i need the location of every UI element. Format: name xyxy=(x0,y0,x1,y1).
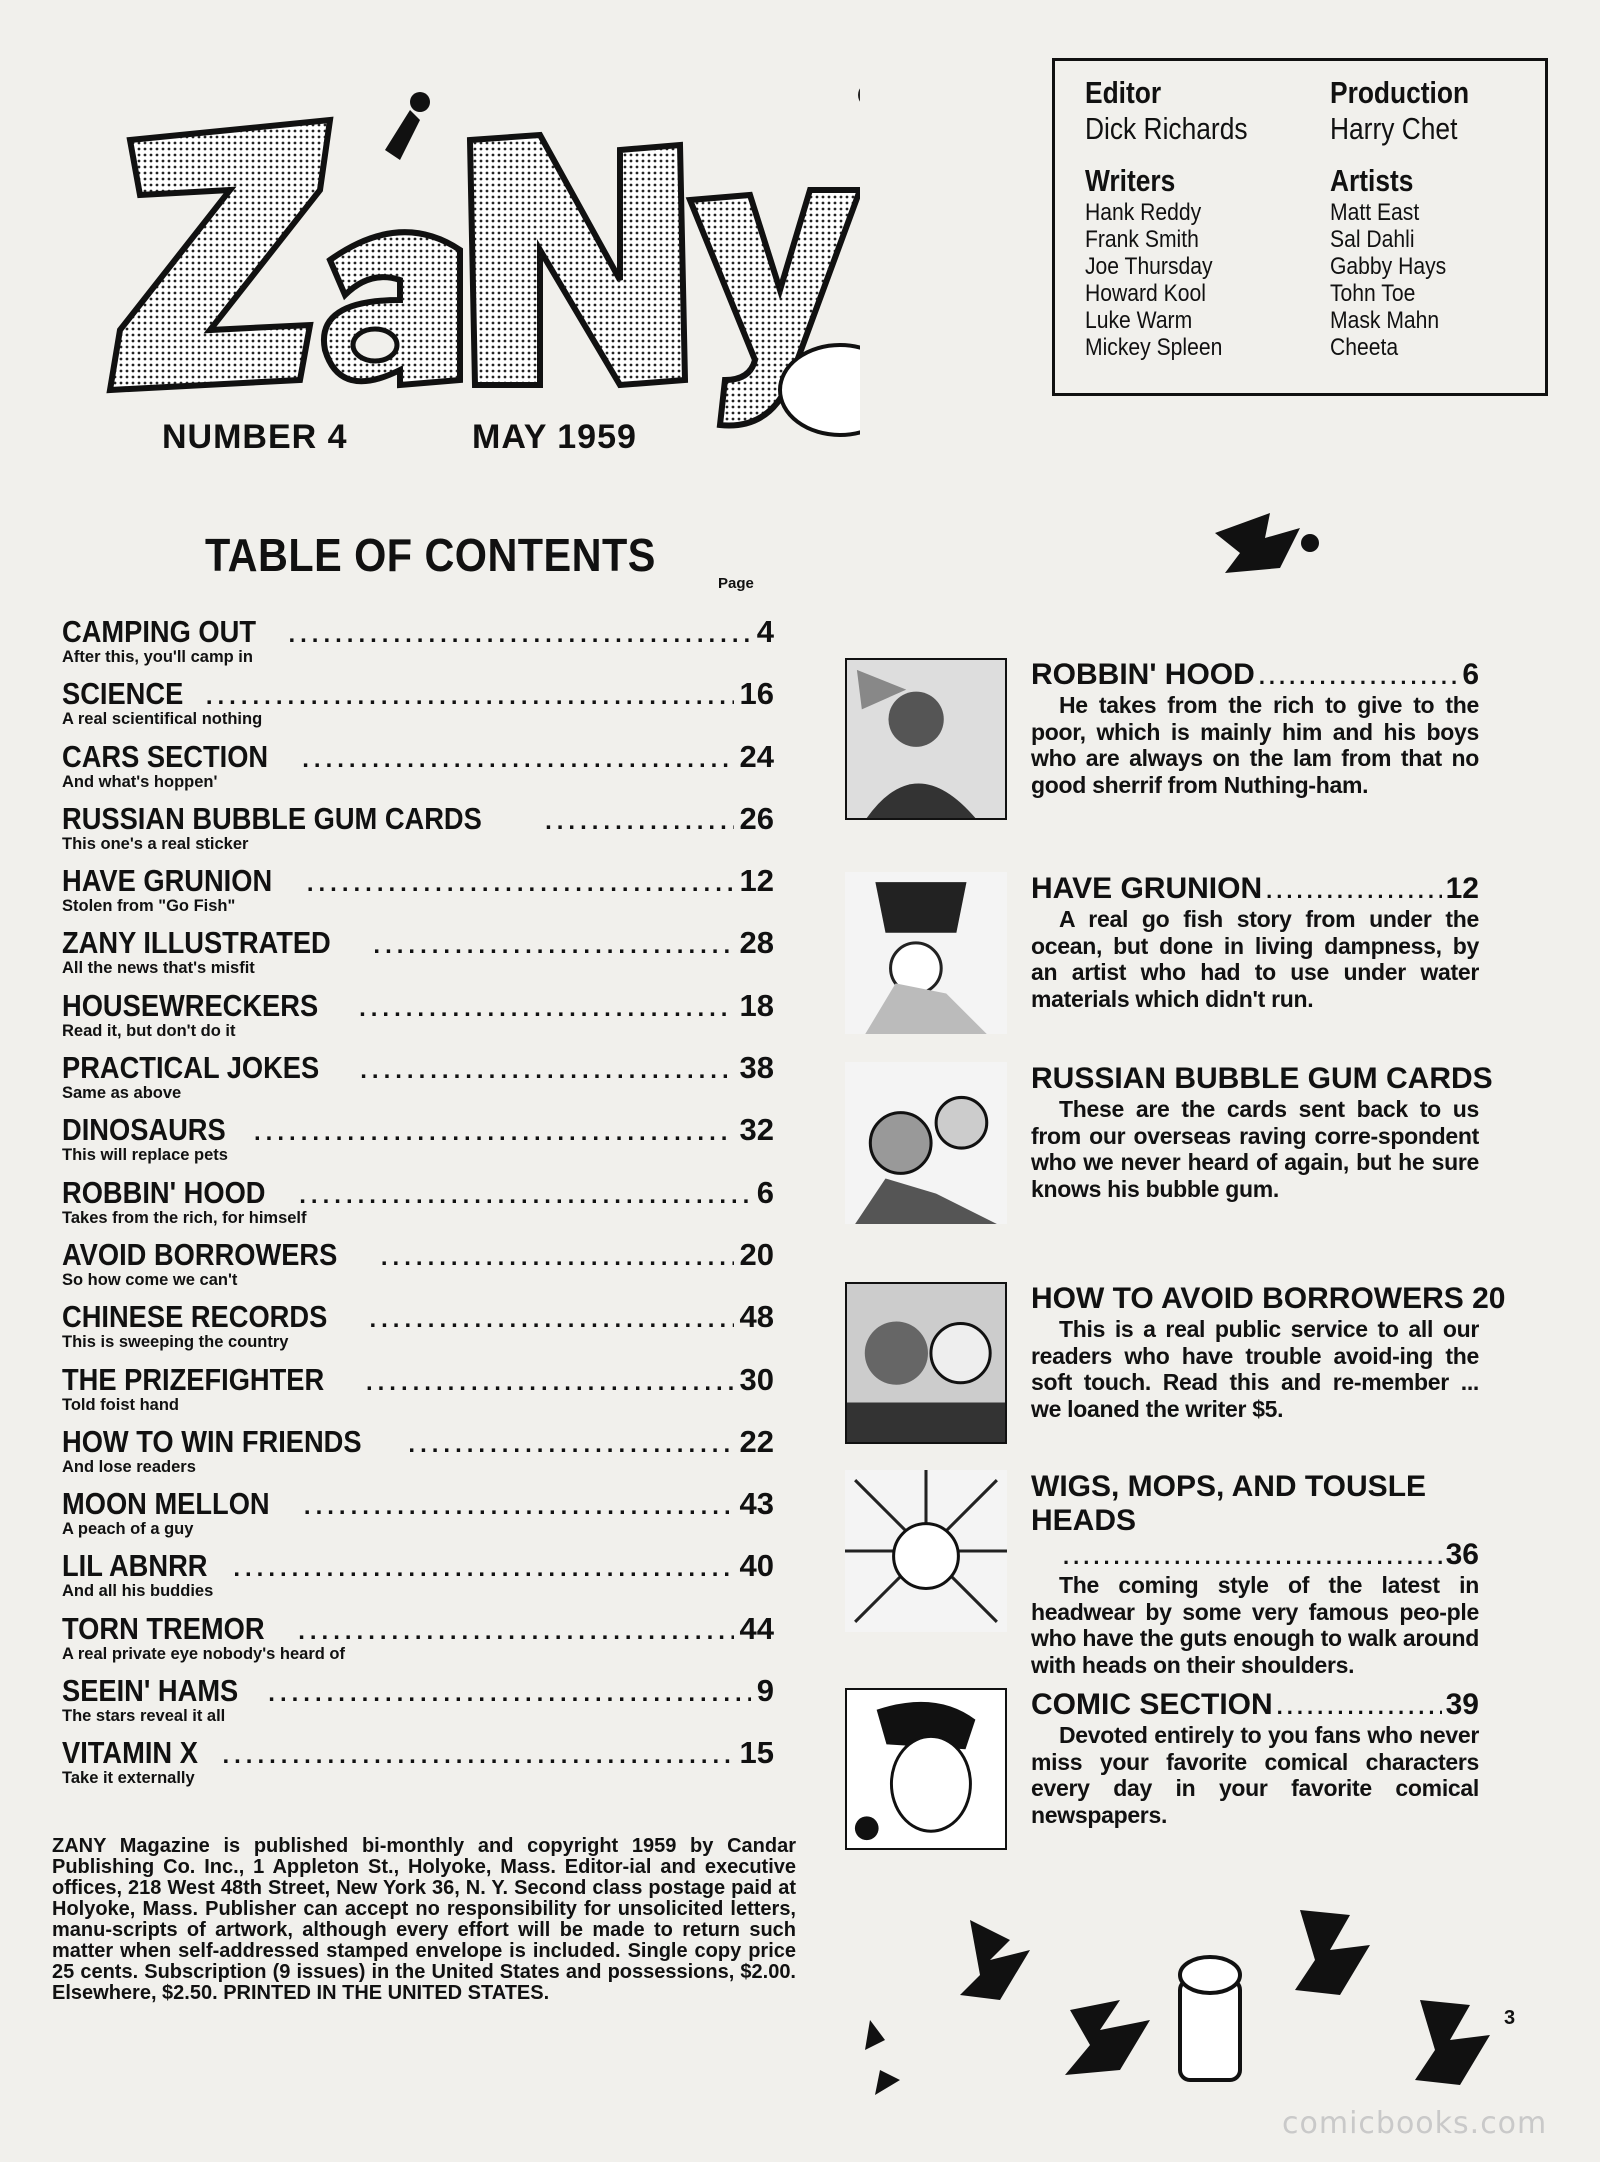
toc-entry-title: CARS SECTION xyxy=(62,738,269,774)
toc-leader-dots xyxy=(360,1057,733,1085)
toc-entry[interactable] xyxy=(62,614,774,676)
writer-name: Joe Thursday xyxy=(1085,253,1213,280)
credits-right-column xyxy=(1330,75,1560,361)
feature-description: This is a real public service to all our readers who have trouble avoid-ing the soft touch. Read this and re-member ... we loaned the writer $5. xyxy=(1031,1316,1479,1422)
production-heading: Production xyxy=(1330,75,1470,110)
toc-entry[interactable] xyxy=(62,1424,774,1486)
feature-description: He takes from the rich to give to the poor, which is mainly him and his boys who are always on the lam from that no good sherrif from Nuthing-ham. xyxy=(1031,692,1479,798)
artist-name: Mask Mahn xyxy=(1330,307,1440,334)
writer-name: Hank Reddy xyxy=(1085,199,1202,226)
toc-entry-title: AVOID BORROWERS xyxy=(62,1236,338,1272)
zany-z-ornament-icon xyxy=(1210,508,1330,578)
production-name: Harry Chet xyxy=(1330,111,1458,146)
toc-entry-page: 32 xyxy=(739,1112,774,1148)
toc-entry-subtitle: The stars reveal it all xyxy=(62,1707,226,1726)
toc-entry-title: VITAMIN X xyxy=(62,1735,198,1771)
publication-notice: ZANY Magazine is published bi-monthly and copyright 1959 by Candar Publishing Co. Inc., 1 Appleton St., Holyoke, Mass. Editor-ial and executive offices, 218 West 48th Street, New York 36, N. Y. Second class postage paid at Holyoke, Mass. Publisher can accept no responsibility for unsolicited letters, manu-scripts of artwork, although every effort will be made to return such matter when self-addressed stamped envelope is included. Single copy price 25 cents. Subscription (9 issues) in the United States and possessions, $2.00. Elsewhere, $2.50. PRINTED IN THE UNITED STATES. xyxy=(52,1835,796,2004)
toc-leader-dots xyxy=(206,683,734,711)
toc-entry[interactable] xyxy=(62,1050,774,1112)
toc-entry-subtitle: This will replace pets xyxy=(62,1146,228,1165)
toc-entry-title: ZANY ILLUSTRATED xyxy=(62,925,331,961)
page-number: 3 xyxy=(1504,2007,1516,2029)
toc-entry-subtitle: And what's hoppen' xyxy=(62,772,218,791)
toc-entry-subtitle: Told foist hand xyxy=(62,1395,180,1414)
toc-leader-dots xyxy=(233,1555,733,1583)
credits-box xyxy=(1052,58,1548,396)
editor-name: Dick Richards xyxy=(1085,111,1248,146)
feature-robbin-hood[interactable] xyxy=(845,658,1485,828)
feature-how-to-avoid-borrowers[interactable] xyxy=(845,1282,1506,1452)
toc-leader-dots xyxy=(222,1742,733,1770)
toc-entry-subtitle: This one's a real sticker xyxy=(62,834,249,853)
toc-entry[interactable] xyxy=(62,925,774,987)
feature-page: 39 xyxy=(1445,1688,1479,1721)
feature-page: 6 xyxy=(1462,658,1479,691)
toc-leader-dots xyxy=(366,1369,734,1397)
toc-leader-dots xyxy=(307,870,734,898)
toc-entry[interactable] xyxy=(62,1237,774,1299)
toc-entry-title: HOUSEWRECKERS xyxy=(62,987,319,1023)
toc-entry-page: 22 xyxy=(739,1423,774,1459)
toc-entry[interactable] xyxy=(62,1548,774,1610)
feature-title: RUSSIAN BUBBLE GUM CARDS xyxy=(1031,1062,1493,1095)
zany-logo-art xyxy=(100,80,860,440)
toc-entry-subtitle: Read it, but don't do it xyxy=(62,1021,236,1040)
feature-description: Devoted entirely to you fans who never miss your favorite comical characters every day in your favorite comical newspapers. xyxy=(1031,1722,1479,1828)
toc-entry-title: DINOSAURS xyxy=(62,1112,226,1148)
toc-entry-title: HOW TO WIN FRIENDS xyxy=(62,1423,362,1459)
toc-entry-title: THE PRIZEFIGHTER xyxy=(62,1361,325,1397)
credits-left-column xyxy=(1085,75,1315,361)
toc-entry-page: 9 xyxy=(756,1673,774,1709)
toc-leader-dots xyxy=(373,932,733,960)
toc-entry-page: 44 xyxy=(739,1610,774,1646)
toc-entry-subtitle: Same as above xyxy=(62,1084,182,1103)
toc-entry-page: 48 xyxy=(739,1299,774,1335)
toc-entry-title: HAVE GRUNION xyxy=(62,863,273,899)
feature-comic-section[interactable] xyxy=(845,1688,1485,1858)
toc-entry[interactable] xyxy=(62,1611,774,1673)
toc-entry[interactable] xyxy=(62,801,774,863)
toc-entry[interactable] xyxy=(62,1175,774,1237)
feature-wigs-mops-tousle-heads[interactable] xyxy=(845,1470,1485,1678)
decorative-z-doodles-icon xyxy=(850,1900,1510,2100)
toc-leader-dots xyxy=(381,1244,734,1272)
toc-entry-subtitle: Stolen from "Go Fish" xyxy=(62,897,236,916)
toc-entry-page: 24 xyxy=(739,738,774,774)
toc-entry-page: 20 xyxy=(739,1236,774,1272)
toc-entry[interactable] xyxy=(62,676,774,738)
writers-list xyxy=(1085,199,1315,361)
toc-entry-page: 30 xyxy=(739,1361,774,1397)
toc-leader-dots xyxy=(288,621,750,649)
feature-title: WIGS, MOPS, AND TOUSLE HEADS xyxy=(1031,1470,1427,1537)
toc-leader-dots xyxy=(254,1119,734,1147)
watermark: comicbooks.com xyxy=(1282,2106,1548,2141)
toc-entry-subtitle: A peach of a guy xyxy=(62,1520,194,1539)
toc-entry-title: SCIENCE xyxy=(62,676,184,712)
artist-name: Sal Dahli xyxy=(1330,226,1415,253)
feature-page: 12 xyxy=(1445,872,1479,905)
feature-description: These are the cards sent back to us from our overseas raving corre-spondent who we never heard of again, but he sure knows his bubble gum. xyxy=(1031,1096,1479,1202)
feature-title: COMIC SECTION xyxy=(1031,1688,1273,1721)
zany-logo xyxy=(100,80,860,440)
toc-entry[interactable] xyxy=(62,1112,774,1174)
artist-name: Gabby Hays xyxy=(1330,253,1447,280)
feature-thumbnail xyxy=(845,1282,1007,1444)
toc-leader-dots xyxy=(369,1306,733,1334)
toc-entry[interactable] xyxy=(62,1299,774,1361)
feature-thumbnail xyxy=(845,872,1007,1034)
toc-entry-title: LIL ABNRR xyxy=(62,1548,208,1584)
feature-thumbnail xyxy=(845,1062,1007,1224)
toc-entry-title: SEEIN' HAMS xyxy=(62,1673,239,1709)
feature-page: 20 xyxy=(1472,1282,1506,1315)
toc-entry[interactable] xyxy=(62,1486,774,1548)
toc-entry-subtitle: And all his buddies xyxy=(62,1582,214,1601)
toc-entry-page: 28 xyxy=(739,925,774,961)
writer-name: Frank Smith xyxy=(1085,226,1199,253)
toc-entry-title: CHINESE RECORDS xyxy=(62,1299,328,1335)
toc-leader-dots xyxy=(302,746,733,774)
toc-entry-page: 43 xyxy=(739,1486,774,1522)
toc-entry-title: RUSSIAN BUBBLE GUM CARDS xyxy=(62,800,482,836)
toc-entry-subtitle: And lose readers xyxy=(62,1457,196,1476)
issue-number: NUMBER 4 xyxy=(162,418,348,456)
artist-name: Cheeta xyxy=(1330,334,1399,361)
toc-leader-dots xyxy=(304,1493,734,1521)
toc-entry-subtitle: Takes from the rich, for himself xyxy=(62,1208,307,1227)
writers-heading: Writers xyxy=(1085,163,1176,198)
toc-entry-subtitle: A real private eye nobody's heard of xyxy=(62,1644,345,1663)
toc-list xyxy=(62,614,774,1798)
feature-title: HAVE GRUNION xyxy=(1031,872,1263,905)
toc-entry-title: TORN TREMOR xyxy=(62,1610,265,1646)
feature-description: The coming style of the latest in headwear by some very famous peo-ple who have the guts enough to walk around with heads on their shoulders. xyxy=(1031,1572,1479,1678)
toc-entry-page: 6 xyxy=(756,1174,774,1210)
toc-entry-title: MOON MELLON xyxy=(62,1486,270,1522)
artist-name: Tohn Toe xyxy=(1330,280,1416,307)
toc-entry-subtitle: Take it externally xyxy=(62,1769,195,1788)
toc-entry[interactable] xyxy=(62,988,774,1050)
toc-entry[interactable] xyxy=(62,863,774,925)
toc-entry-page: 38 xyxy=(739,1050,774,1086)
toc-entry[interactable] xyxy=(62,1362,774,1424)
editor-heading: Editor xyxy=(1085,75,1162,110)
feature-have-grunion[interactable] xyxy=(845,872,1485,1042)
toc-entry-subtitle: A real scientifical nothing xyxy=(62,710,263,729)
feature-thumbnail xyxy=(845,1470,1007,1632)
toc-leader-dots xyxy=(545,808,733,836)
feature-description: A real go fish story from under the ocean, but done in living dampness, by an artist who had to use under water materials which didn't run. xyxy=(1031,906,1479,1012)
toc-title: TABLE OF CONTENTS xyxy=(205,529,656,581)
toc-leader-dots xyxy=(299,1182,750,1210)
feature-russian-bubble-gum-cards[interactable] xyxy=(845,1062,1493,1232)
toc-entry-page: 15 xyxy=(739,1735,774,1771)
toc-entry-title: PRACTICAL JOKES xyxy=(62,1050,320,1086)
page-column-label: Page xyxy=(718,575,754,592)
toc-leader-dots xyxy=(408,1431,733,1459)
issue-date: MAY 1959 xyxy=(472,418,637,456)
toc-entry[interactable] xyxy=(62,1673,774,1735)
artists-list xyxy=(1330,199,1560,361)
toc-entry[interactable] xyxy=(62,739,774,801)
toc-entry[interactable] xyxy=(62,1735,774,1797)
artists-heading: Artists xyxy=(1330,163,1414,198)
toc-entry-title: CAMPING OUT xyxy=(62,614,256,649)
toc-leader-dots xyxy=(359,995,733,1023)
toc-leader-dots xyxy=(268,1680,750,1708)
toc-leader-dots xyxy=(298,1618,733,1646)
writer-name: Mickey Spleen xyxy=(1085,334,1223,361)
writer-name: Howard Kool xyxy=(1085,280,1206,307)
toc-entry-title: ROBBIN' HOOD xyxy=(62,1174,266,1210)
feature-page: 36 xyxy=(1445,1538,1479,1571)
feature-title: ROBBIN' HOOD xyxy=(1031,658,1255,691)
toc-entry-subtitle: All the news that's misfit xyxy=(62,959,255,978)
feature-thumbnail xyxy=(845,658,1007,820)
toc-entry-subtitle: After this, you'll camp in xyxy=(62,648,253,666)
toc-entry-page: 16 xyxy=(739,676,774,712)
toc-entry-page: 40 xyxy=(739,1548,774,1584)
toc-entry-page: 18 xyxy=(739,987,774,1023)
toc-entry-subtitle: So how come we can't xyxy=(62,1270,238,1289)
toc-entry-subtitle: This is sweeping the country xyxy=(62,1333,289,1352)
toc-entry-page: 4 xyxy=(756,614,774,649)
toc-entry-page: 26 xyxy=(739,800,774,836)
writer-name: Luke Warm xyxy=(1085,307,1193,334)
feature-thumbnail xyxy=(845,1688,1007,1850)
feature-title: HOW TO AVOID BORROWERS xyxy=(1031,1282,1464,1315)
artist-name: Matt East xyxy=(1330,199,1420,226)
toc-entry-page: 12 xyxy=(739,863,774,899)
